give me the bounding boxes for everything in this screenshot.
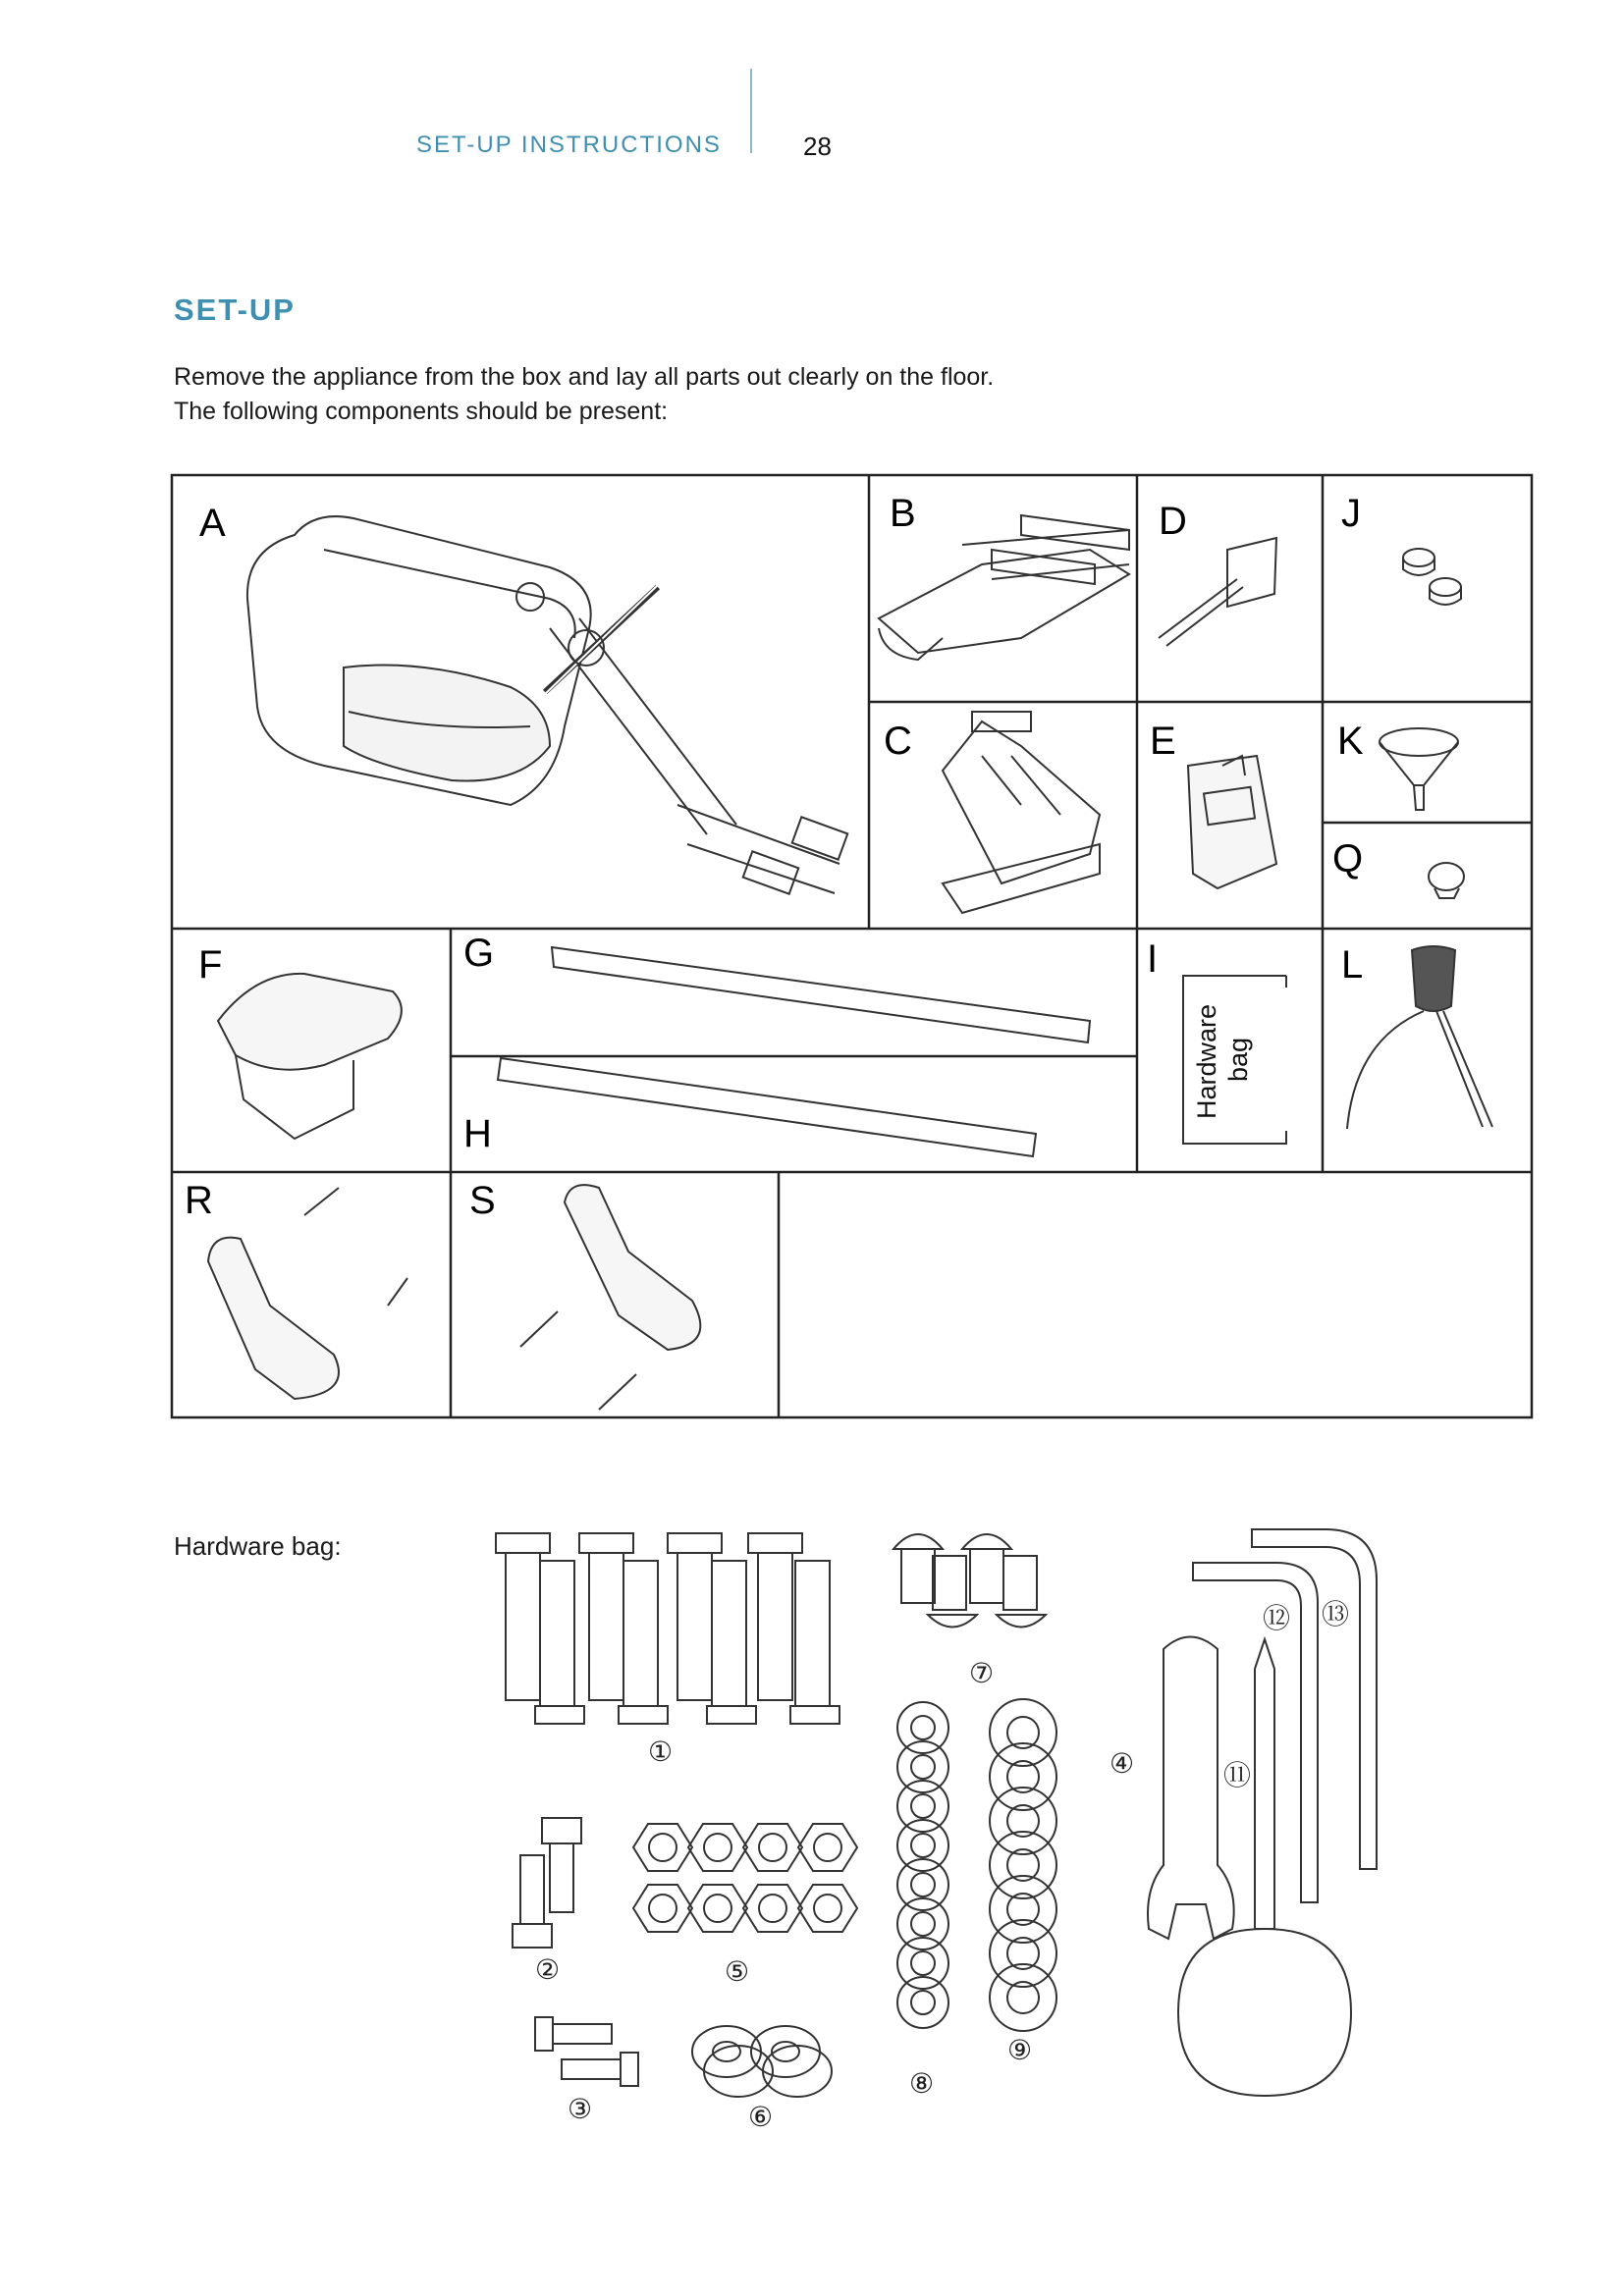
hardware-number-11: ⑪ xyxy=(1223,1759,1252,1791)
part-letter-c: C xyxy=(884,720,912,763)
hardware-bag-heading: Hardware bag: xyxy=(174,1531,342,1561)
part-k-illustration xyxy=(1380,728,1458,810)
hardware-3-bolts xyxy=(535,2017,638,2086)
hardware-7-bolts xyxy=(893,1534,1046,1628)
hardware-12-13-allen-keys xyxy=(1193,1529,1377,1902)
part-letter-h: H xyxy=(463,1112,492,1155)
page-title: SET-UP xyxy=(174,293,296,327)
hardware-bag-label-1: Hardware xyxy=(1192,1003,1221,1119)
part-c-illustration xyxy=(943,712,1100,913)
hardware-6-washers xyxy=(692,2026,832,2097)
hardware-bag-label-2: bag xyxy=(1223,1037,1253,1082)
part-s-illustration xyxy=(520,1185,700,1410)
hardware-11-tool xyxy=(1178,1639,1351,2096)
hardware-1-bolts xyxy=(496,1533,839,1724)
part-letter-j: J xyxy=(1341,492,1361,535)
part-letter-k: K xyxy=(1337,720,1364,763)
intro-line-2: The following components should be present: xyxy=(174,398,669,425)
part-f-illustration xyxy=(218,974,402,1139)
hardware-4-wrench xyxy=(1148,1637,1234,1940)
part-b-illustration xyxy=(879,515,1129,660)
table-grid xyxy=(172,475,1532,1417)
hardware-number-3: ③ xyxy=(568,2093,593,2125)
hardware-number-2: ② xyxy=(535,1953,561,1986)
page-number: 28 xyxy=(803,132,832,161)
part-h-illustration xyxy=(498,1058,1036,1156)
hardware-5-nuts xyxy=(633,1824,857,1932)
part-d-illustration xyxy=(1159,538,1276,646)
hardware-number-8: ⑧ xyxy=(909,2067,935,2100)
hardware-number-7: ⑦ xyxy=(969,1657,995,1689)
hardware-number-6: ⑥ xyxy=(748,2101,774,2133)
part-letter-s: S xyxy=(469,1179,496,1222)
part-a-illustration xyxy=(247,516,847,894)
part-letter-r: R xyxy=(185,1179,213,1222)
part-g-illustration xyxy=(552,947,1090,1042)
part-l-illustration xyxy=(1347,946,1492,1129)
hardware-number-1: ① xyxy=(648,1735,674,1768)
hardware-number-5: ⑤ xyxy=(725,1955,750,1988)
hardware-number-13: ⑬ xyxy=(1322,1598,1350,1630)
hardware-9-washers xyxy=(990,1699,1056,2031)
part-letter-b: B xyxy=(890,492,916,535)
part-letter-e: E xyxy=(1150,720,1176,763)
part-letter-a: A xyxy=(199,502,226,545)
intro-line-1: Remove the appliance from the box and lay all parts out clearly on the floor. xyxy=(174,363,995,391)
hardware-2-bolts xyxy=(513,1818,581,1948)
part-q-illustration xyxy=(1429,863,1464,898)
hardware-number-12: ⑫ xyxy=(1263,1602,1291,1634)
part-letter-i: I xyxy=(1147,937,1159,981)
part-j-illustration xyxy=(1403,549,1461,605)
part-letter-q: Q xyxy=(1332,837,1364,881)
header-section-title: SET-UP INSTRUCTIONS xyxy=(416,132,722,158)
part-letter-g: G xyxy=(463,932,495,975)
part-letter-l: L xyxy=(1341,943,1364,987)
part-letter-f: F xyxy=(198,943,223,987)
hardware-items xyxy=(496,1529,1377,2097)
hardware-8-washers xyxy=(897,1702,948,2028)
hardware-number-4: ④ xyxy=(1110,1747,1135,1780)
part-letter-d: D xyxy=(1159,500,1187,543)
part-e-illustration xyxy=(1188,756,1276,888)
hardware-number-9: ⑨ xyxy=(1007,2034,1033,2066)
part-r-illustration xyxy=(208,1188,407,1399)
